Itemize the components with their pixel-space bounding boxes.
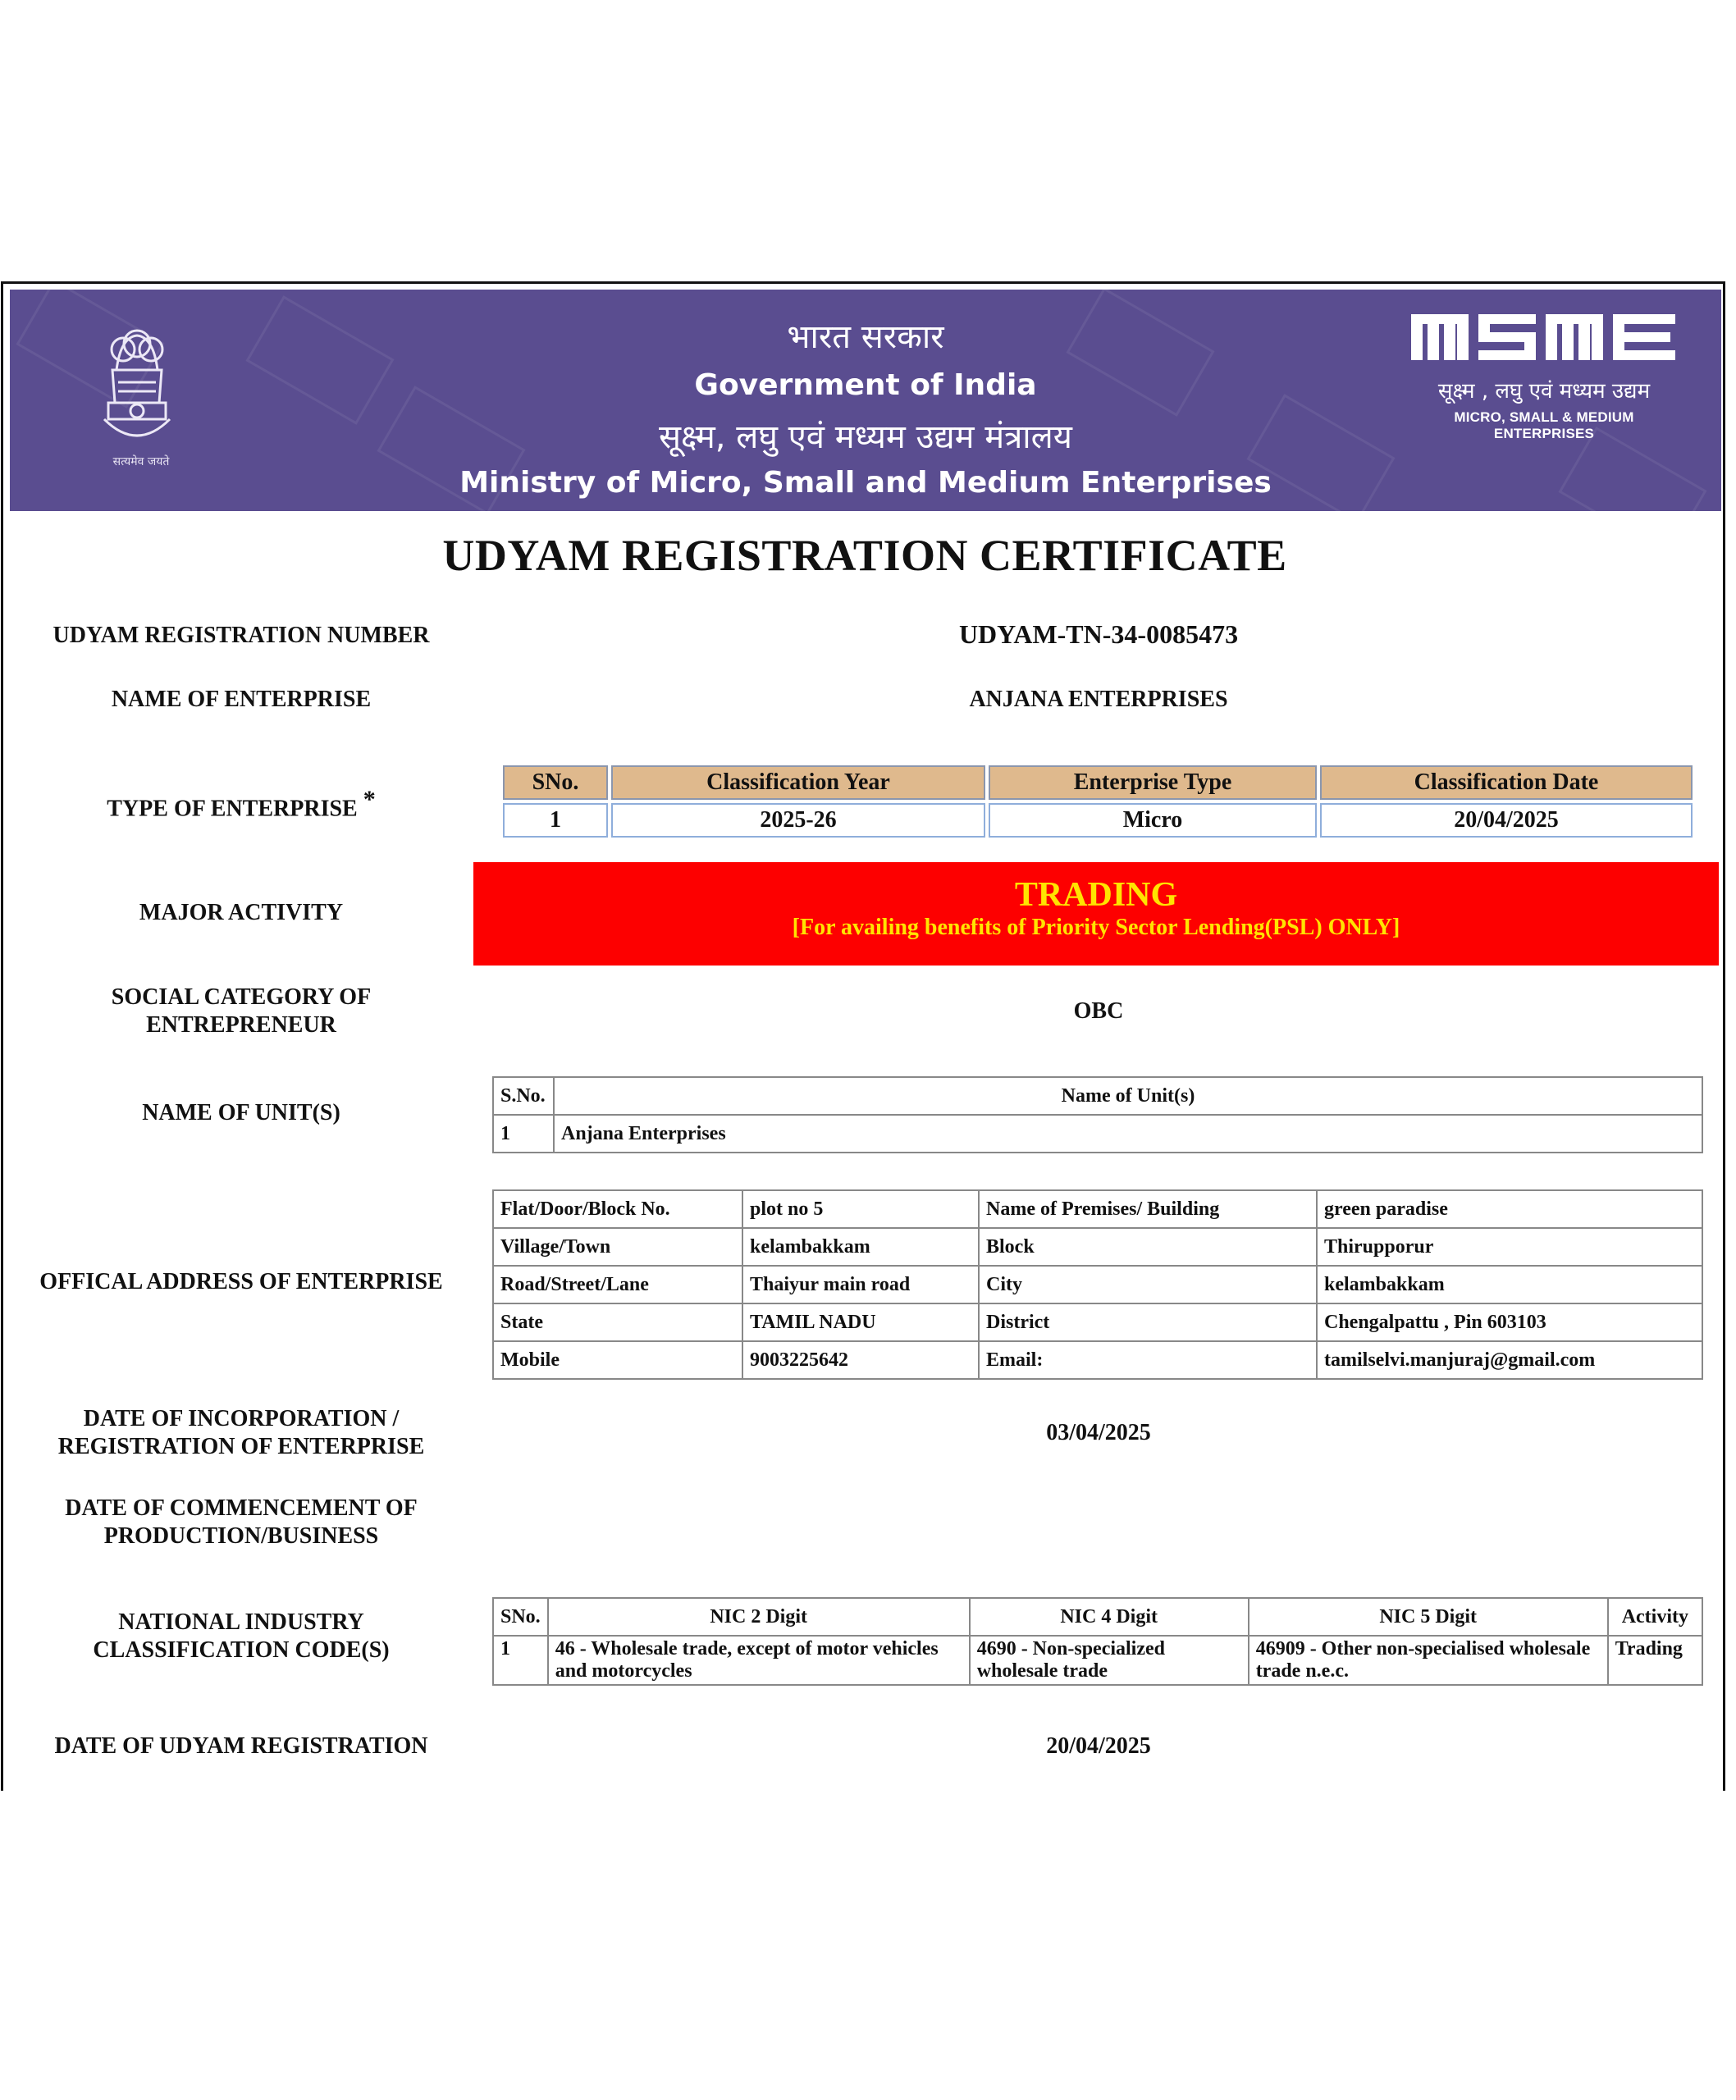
- table-row: [493, 1228, 1702, 1266]
- address-label: OFFICAL ADDRESS OF ENTERPRISE: [39, 1269, 443, 1294]
- email-link[interactable]: tamilselvi.manjuraj@gmail.com: [1317, 1341, 1702, 1379]
- units-label: NAME OF UNIT(S): [142, 1100, 340, 1125]
- header-banner: [10, 290, 1721, 511]
- ministry-title-hindi: सूक्ष्म, लघु एवं मध्यम उद्यम मंत्रालय: [659, 418, 1072, 456]
- address-cell: green paradise: [1317, 1190, 1702, 1228]
- nic-table-cell: 46909 - Other non-specialised wholesale trade n.e.c.: [1249, 1636, 1608, 1685]
- incorporation-date-label: [20, 1405, 463, 1461]
- certificate-title: UDYAM REGISTRATION CERTIFICATE: [442, 531, 1287, 580]
- nic-codes-label-line: CLASSIFICATION CODE(S): [93, 1637, 390, 1663]
- address-cell: Thirupporur: [1317, 1228, 1702, 1266]
- social-category-label: [20, 984, 463, 1039]
- nic-codes-label: [20, 1609, 463, 1664]
- msme-logo-hindi: सूक्ष्म , लघु एवं मध्यम उद्यम: [1437, 379, 1651, 404]
- address-cell: kelambakkam: [742, 1228, 979, 1266]
- enterprise-type-table: [500, 762, 1696, 841]
- table-row: [493, 1303, 1702, 1341]
- enterprise-name-label: NAME OF ENTERPRISE: [111, 687, 372, 712]
- nic-table-header: Activity: [1608, 1598, 1702, 1636]
- table-row: [493, 1341, 1702, 1379]
- units-table-cell: Anjana Enterprises: [554, 1115, 1702, 1153]
- commencement-date-label-line: PRODUCTION/BUSINESS: [103, 1523, 379, 1549]
- nic-table-header: NIC 4 Digit: [970, 1598, 1249, 1636]
- table-row: [493, 1266, 1702, 1303]
- udyam-date-value: 20/04/2025: [1046, 1733, 1151, 1759]
- address-cell: Email:: [979, 1341, 1317, 1379]
- commencement-date-label-line: DATE OF COMMENCEMENT OF: [65, 1495, 418, 1521]
- gov-title-english: Government of India: [694, 368, 1037, 402]
- incorporation-date-label-line: DATE OF INCORPORATION /: [83, 1406, 400, 1431]
- msme-logo-english: MICRO, SMALL & MEDIUM ENTERPRISES: [1454, 409, 1634, 441]
- units-table-header: S.No.: [493, 1077, 554, 1115]
- type-table-cell: 20/04/2025: [1320, 803, 1693, 838]
- address-cell: Village/Town: [493, 1228, 742, 1266]
- table-row: [493, 1190, 1702, 1228]
- social-category-label-line: ENTREPRENEUR: [146, 1012, 336, 1038]
- units-table-header: Name of Unit(s): [554, 1077, 1702, 1115]
- table-row: [493, 1636, 1702, 1685]
- enterprise-type-label: [20, 786, 463, 823]
- ministry-title-english: Ministry of Micro, Small and Medium Enterprises: [459, 466, 1272, 500]
- address-table: [492, 1189, 1703, 1380]
- units-table: [492, 1076, 1703, 1153]
- udyam-date-label: DATE OF UDYAM REGISTRATION: [54, 1733, 428, 1759]
- required-star: *: [363, 786, 376, 813]
- reg-number-label: UDYAM REGISTRATION NUMBER: [53, 623, 430, 648]
- nic-table-cell: 46 - Wholesale trade, except of motor vehicles and motorcycles: [548, 1636, 970, 1685]
- nic-table-header: SNo.: [493, 1598, 548, 1636]
- type-table-cell: 2025-26: [611, 803, 985, 838]
- nic-table-header: NIC 5 Digit: [1249, 1598, 1608, 1636]
- address-cell: plot no 5: [742, 1190, 979, 1228]
- nic-table-header: NIC 2 Digit: [548, 1598, 970, 1636]
- nic-table-cell: 1: [493, 1636, 548, 1685]
- incorporation-date-value: 03/04/2025: [1046, 1420, 1151, 1445]
- address-cell: TAMIL NADU: [742, 1303, 979, 1341]
- address-cell: 9003225642: [742, 1341, 979, 1379]
- address-cell: Block: [979, 1228, 1317, 1266]
- address-cell: State: [493, 1303, 742, 1341]
- msme-logo-icon: [1411, 309, 1675, 365]
- address-cell: kelambakkam: [1317, 1266, 1702, 1303]
- incorporation-date-label-line: REGISTRATION OF ENTERPRISE: [57, 1434, 425, 1459]
- emblem-motto: सत्यमेव जयते: [112, 455, 170, 468]
- enterprise-name-value: ANJANA ENTERPRISES: [969, 687, 1228, 712]
- type-table-header: Classification Date: [1320, 765, 1693, 800]
- major-activity-box: [473, 862, 1719, 966]
- gov-title-hindi: भारत सरकार: [787, 318, 944, 356]
- address-cell: Flat/Door/Block No.: [493, 1190, 742, 1228]
- nic-codes-label-line: NATIONAL INDUSTRY: [118, 1609, 364, 1635]
- nic-table-cell: Trading: [1608, 1636, 1702, 1685]
- enterprise-type-label-text: TYPE OF ENTERPRISE: [107, 796, 358, 822]
- social-category-value: OBC: [1073, 998, 1124, 1024]
- type-table-header: Classification Year: [611, 765, 985, 800]
- nic-table-cell: 4690 - Non-specialized wholesale trade: [970, 1636, 1249, 1685]
- address-cell: Chengalpattu , Pin 603103: [1317, 1303, 1702, 1341]
- type-table-cell: Micro: [989, 803, 1317, 838]
- major-activity-note: [For availing benefits of Priority Sector Lending(PSL) ONLY]: [792, 915, 1400, 940]
- type-table-header: Enterprise Type: [989, 765, 1317, 800]
- certificate-frame: [1, 281, 1725, 1791]
- social-category-label-line: SOCIAL CATEGORY OF: [111, 984, 372, 1010]
- address-cell: City: [979, 1266, 1317, 1303]
- units-table-cell: 1: [493, 1115, 554, 1153]
- type-table-cell: 1: [503, 803, 608, 838]
- address-cell: Mobile: [493, 1341, 742, 1379]
- nic-table: [492, 1597, 1703, 1686]
- major-activity-value: TRADING: [1014, 876, 1178, 914]
- type-table-header: SNo.: [503, 765, 608, 800]
- address-cell: Road/Street/Lane: [493, 1266, 742, 1303]
- address-cell: Name of Premises/ Building: [979, 1190, 1317, 1228]
- commencement-date-label: [20, 1495, 463, 1550]
- address-cell: Thaiyur main road: [742, 1266, 979, 1303]
- major-activity-label: MAJOR ACTIVITY: [139, 900, 344, 925]
- reg-number-value: UDYAM-TN-34-0085473: [958, 619, 1239, 649]
- address-cell: District: [979, 1303, 1317, 1341]
